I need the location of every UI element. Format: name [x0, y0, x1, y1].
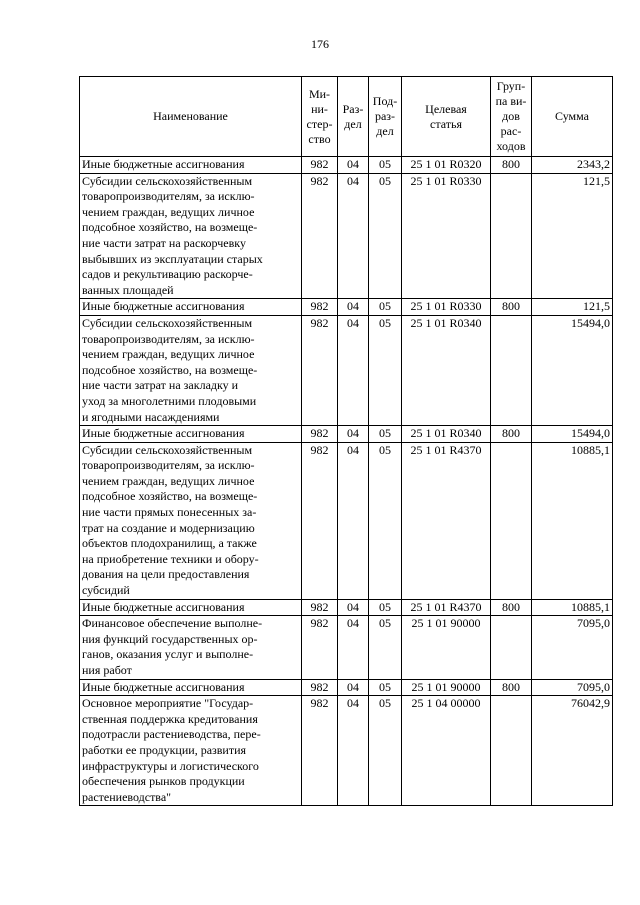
cell-subsection: 05: [369, 616, 402, 679]
cell-target: 25 1 04 00000: [402, 696, 491, 806]
cell-ministry: 982: [302, 173, 338, 299]
cell-subsection: 05: [369, 599, 402, 616]
cell-sum: 76042,9: [532, 696, 613, 806]
cell-ministry: 982: [302, 157, 338, 174]
cell-expense-group: 800: [491, 599, 532, 616]
cell-expense-group: [491, 616, 532, 679]
cell-expense-group: [491, 173, 532, 299]
cell-ministry: 982: [302, 696, 338, 806]
cell-section: 04: [338, 616, 369, 679]
cell-sum: 2343,2: [532, 157, 613, 174]
table-header-row: [80, 77, 613, 157]
header-subsection: Под- раз- дел: [369, 77, 402, 157]
cell-section: 04: [338, 679, 369, 696]
header-expense-group: Груп- па ви- дов рас- ходов: [491, 77, 532, 157]
cell-sum: 121,5: [532, 173, 613, 299]
cell-expense-group: [491, 442, 532, 599]
cell-subsection: 05: [369, 696, 402, 806]
budget-table: [79, 76, 613, 806]
cell-name: Иные бюджетные ассигнования: [80, 426, 302, 443]
cell-subsection: 05: [369, 426, 402, 443]
cell-ministry: 982: [302, 599, 338, 616]
cell-subsection: 05: [369, 173, 402, 299]
cell-target: 25 1 01 90000: [402, 679, 491, 696]
header-section: Раз- дел: [338, 77, 369, 157]
cell-section: 04: [338, 157, 369, 174]
cell-ministry: 982: [302, 442, 338, 599]
cell-name: Иные бюджетные ассигнования: [80, 679, 302, 696]
cell-subsection: 05: [369, 315, 402, 425]
cell-sum: 15494,0: [532, 315, 613, 425]
cell-section: 04: [338, 173, 369, 299]
cell-subsection: 05: [369, 442, 402, 599]
cell-name: Иные бюджетные ассигнования: [80, 157, 302, 174]
cell-section: 04: [338, 696, 369, 806]
table-row: [80, 157, 613, 174]
page-number: 176: [311, 37, 329, 51]
cell-expense-group: 800: [491, 157, 532, 174]
cell-ministry: 982: [302, 315, 338, 425]
header-name: Наименование: [80, 77, 302, 157]
cell-target: 25 1 01 R4370: [402, 599, 491, 616]
table-row: [80, 426, 613, 443]
cell-name: Субсидии сельскохозяйственным товаропроизводителям, за исклю- чением граждан, ведущих личное подсобное хозяйство, на возмеще- ние части прямых понесенных за- трат на создание и модернизацию объектов плодохранилищ, а также на приобретение техники и обору- дования на цели предоставления субсидий: [80, 442, 302, 599]
cell-expense-group: 800: [491, 299, 532, 316]
cell-subsection: 05: [369, 157, 402, 174]
cell-target: 25 1 01 R0340: [402, 315, 491, 425]
cell-target: 25 1 01 R0330: [402, 173, 491, 299]
cell-sum: 10885,1: [532, 599, 613, 616]
cell-target: 25 1 01 90000: [402, 616, 491, 679]
table-row: [80, 679, 613, 696]
cell-section: 04: [338, 442, 369, 599]
cell-target: 25 1 01 R4370: [402, 442, 491, 599]
cell-name: Субсидии сельскохозяйственным товаропроизводителям, за исклю- чением граждан, ведущих личное подсобное хозяйство, на возмеще- ние части затрат на закладку и уход за многолетними плодовыми и ягодными насаждениями: [80, 315, 302, 425]
cell-section: 04: [338, 599, 369, 616]
table-row: [80, 315, 613, 425]
cell-name: Иные бюджетные ассигнования: [80, 299, 302, 316]
cell-name: Субсидии сельскохозяйственным товаропроизводителям, за исклю- чением граждан, ведущих личное подсобное хозяйство, на возмеще- ние части затрат на раскорчевку выбывших из эксплуатации старых садов и рекультивацию раскорче- ванных площадей: [80, 173, 302, 299]
cell-section: 04: [338, 315, 369, 425]
cell-name: Иные бюджетные ассигнования: [80, 599, 302, 616]
header-ministry: Ми- ни- стер- ство: [302, 77, 338, 157]
table-row: [80, 696, 613, 806]
cell-ministry: 982: [302, 299, 338, 316]
table-row: [80, 442, 613, 599]
cell-sum: 15494,0: [532, 426, 613, 443]
table-row: [80, 173, 613, 299]
cell-expense-group: 800: [491, 679, 532, 696]
header-target: Целевая статья: [402, 77, 491, 157]
cell-expense-group: [491, 696, 532, 806]
cell-ministry: 982: [302, 679, 338, 696]
cell-sum: 121,5: [532, 299, 613, 316]
cell-target: 25 1 01 R0320: [402, 157, 491, 174]
cell-name: Основное мероприятие "Государ- ственная поддержка кредитования подотрасли растениеводства, пере- работки ее продукции, развития инфраструктуры и логистического обеспечения рынков продукции растениеводства": [80, 696, 302, 806]
table-row: [80, 299, 613, 316]
cell-ministry: 982: [302, 426, 338, 443]
cell-expense-group: 800: [491, 426, 532, 443]
header-sum: Сумма: [532, 77, 613, 157]
cell-subsection: 05: [369, 679, 402, 696]
cell-sum: 7095,0: [532, 679, 613, 696]
cell-sum: 7095,0: [532, 616, 613, 679]
cell-target: 25 1 01 R0340: [402, 426, 491, 443]
cell-section: 04: [338, 426, 369, 443]
cell-target: 25 1 01 R0330: [402, 299, 491, 316]
cell-expense-group: [491, 315, 532, 425]
cell-name: Финансовое обеспечение выполне- ния функций государственных ор- ганов, оказания услуг и выполне- ния работ: [80, 616, 302, 679]
cell-ministry: 982: [302, 616, 338, 679]
cell-subsection: 05: [369, 299, 402, 316]
table-row: [80, 616, 613, 679]
table-row: [80, 599, 613, 616]
cell-sum: 10885,1: [532, 442, 613, 599]
cell-section: 04: [338, 299, 369, 316]
